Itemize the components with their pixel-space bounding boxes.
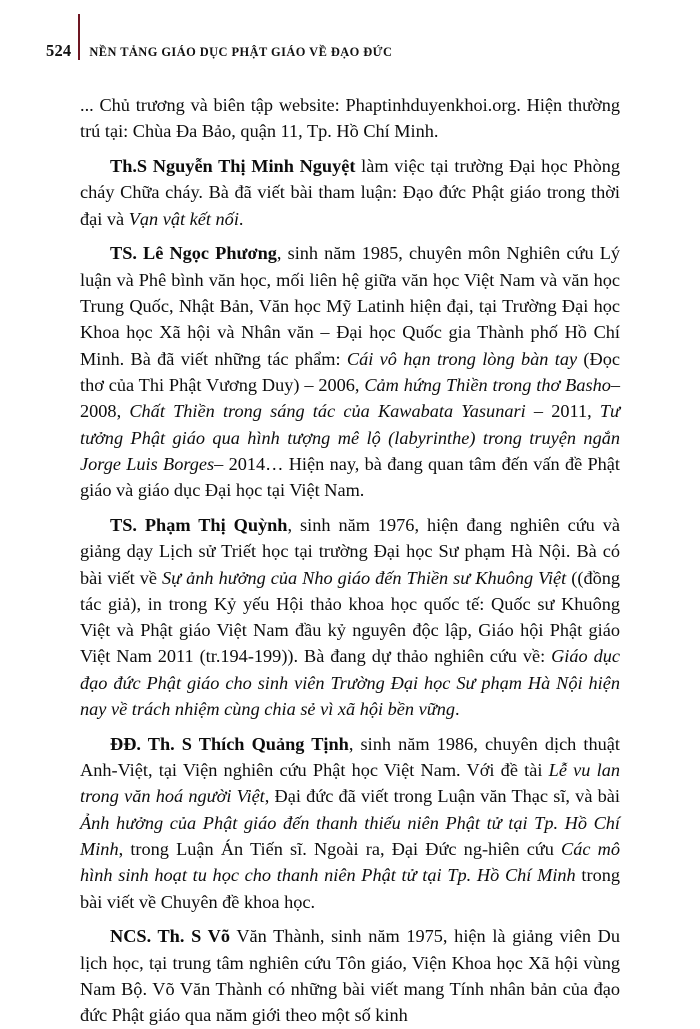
paragraph [80,923,620,1028]
page-number: 524 [46,40,72,60]
work-title: Các mô hình sinh hoạt tu học cho thanh niên Phật tử tại Tp. Hồ Chí Minh [80,839,620,886]
text-run: , Đại đức đã viết trong Luận văn Thạc sĩ, và bài [264,786,620,807]
paragraph [80,512,620,722]
text-run: làm việc tại trường Đại học Phòng cháy Chữa cháy. Bà đã viết bài tham luận: Đạo đức Phật giáo trong thời đại và [80,156,620,229]
text-run: – 2014… Hiện nay, bà đang quan tâm đến vấn đề Phật giáo và giáo dục Đại học tại Việt Nam. [80,453,620,501]
text-run: ((đồng tác giả), in trong Kỷ yếu Hội thảo khoa học quốc tế: Quốc sư Khuông Việt và Phật giáo Việt Nam đầu kỷ nguyên độc lập, Giáo hội Phật giáo Việt Nam 2011 (tr.194-199)). Bà đang dự thảo nghiên cứu về: [80,567,621,667]
paragraph [80,240,620,503]
work-title: Cái vô hạn trong lòng bàn tay [346,348,578,369]
work-title: Chất Thiền trong sáng tác của Kawabata Yasunari [129,401,526,422]
work-title: Tư tưởng Phật giáo qua hình tượng mê lộ (labyrinthe) trong truyện ngắn Jorge Luis Borges [80,401,621,474]
text-run: – 2011, [525,401,600,422]
person-name: NCS. Th. S Võ [110,926,230,947]
text-run: Văn Thành, sinh năm 1975, hiện là giảng viên Du lịch học, tại trung tâm nghiên cứu Tôn giáo, Viện Khoa học Xã hội vùng Nam Bộ. Võ Văn Thành có những bài viết mang Tính nhân bản của đạo đức Phật giáo qua năm giới theo một số kinh [80,926,620,1026]
text-run: . [454,699,460,720]
paragraph [80,153,620,232]
text-run: . [238,208,244,229]
running-head [46,18,646,60]
header-vertical-rule [78,14,80,60]
person-name: TS. Phạm Thị Quỳnh [110,514,288,535]
text-run: ... Chủ trương và biên tập website: Phaptinhduyenkhoi.org. Hiện thường trú tại: Chùa Đa Bảo, quận 11, Tp. Hồ Chí Minh. [80,95,620,142]
text-run: – 2008, [80,374,620,422]
work-title: Cảm hứng Thiền trong thơ Basho [364,374,611,395]
work-title: Sự ảnh hưởng của Nho giáo đến Thiền sư Khuông Việt [162,567,567,588]
person-name: TS. Lê Ngọc Phương [110,243,277,264]
text-run: , sinh năm 1976, hiện đang nghiên cứu và giảng dạy Lịch sử Triết học tại trường Đại học Sư phạm Hà Nội. Bà có bài viết về [80,514,620,588]
work-title: Ảnh hưởng của Phật giáo đến thanh thiếu niên Phật tử tại Tp. Hồ Chí Minh [80,812,620,860]
paragraph [80,92,620,145]
work-title: Lễ vu lan trong văn hoá người Việt [80,760,620,807]
work-title: Giáo dục đạo đức Phật giáo cho sinh viên Trường Đại học Sư phạm Hà Nội hiện nay về trách nhiệm cùng chia sẻ vì xã hội bền vững [80,646,620,720]
person-name: Th.S Nguyễn Thị Minh Nguyệt [110,156,356,177]
text-run: (Đọc thơ của Thi Phật Vương Duy) – 2006, [80,348,620,395]
running-head-title: NỀN TẢNG GIÁO DỤC PHẬT GIÁO VỀ ĐẠO ĐỨC [89,44,393,59]
work-title: Vạn vật kết nối [128,208,239,229]
body-text-block [80,92,620,1029]
text-run: trong bài viết về Chuyên đề khoa học. [80,865,620,912]
text-run: , sinh năm 1986, chuyên dịch thuật Anh-Việt, tại Viện nghiên cứu Phật học Việt Nam. Với đề tài [80,733,620,781]
text-run: , trong Luận Án Tiến sĩ. Ngoài ra, Đại Đức ng-hiên cứu [118,839,562,860]
person-name: ĐĐ. Th. S Thích Quảng Tịnh [110,733,349,754]
paragraph [80,731,620,915]
text-run: , sinh năm 1985, chuyên môn Nghiên cứu Lý luận và Phê bình văn học, mối liên hệ giữa văn học Việt Nam và văn học Trung Quốc, Nhật Bản, Văn học Mỹ Latinh hiện đại, tại Trường Đại học Khoa học Xã hội và Nhân văn – Đại học Quốc gia Thành phố Hồ Chí Minh. Bà đã viết những tác phẩm: [80,243,620,369]
